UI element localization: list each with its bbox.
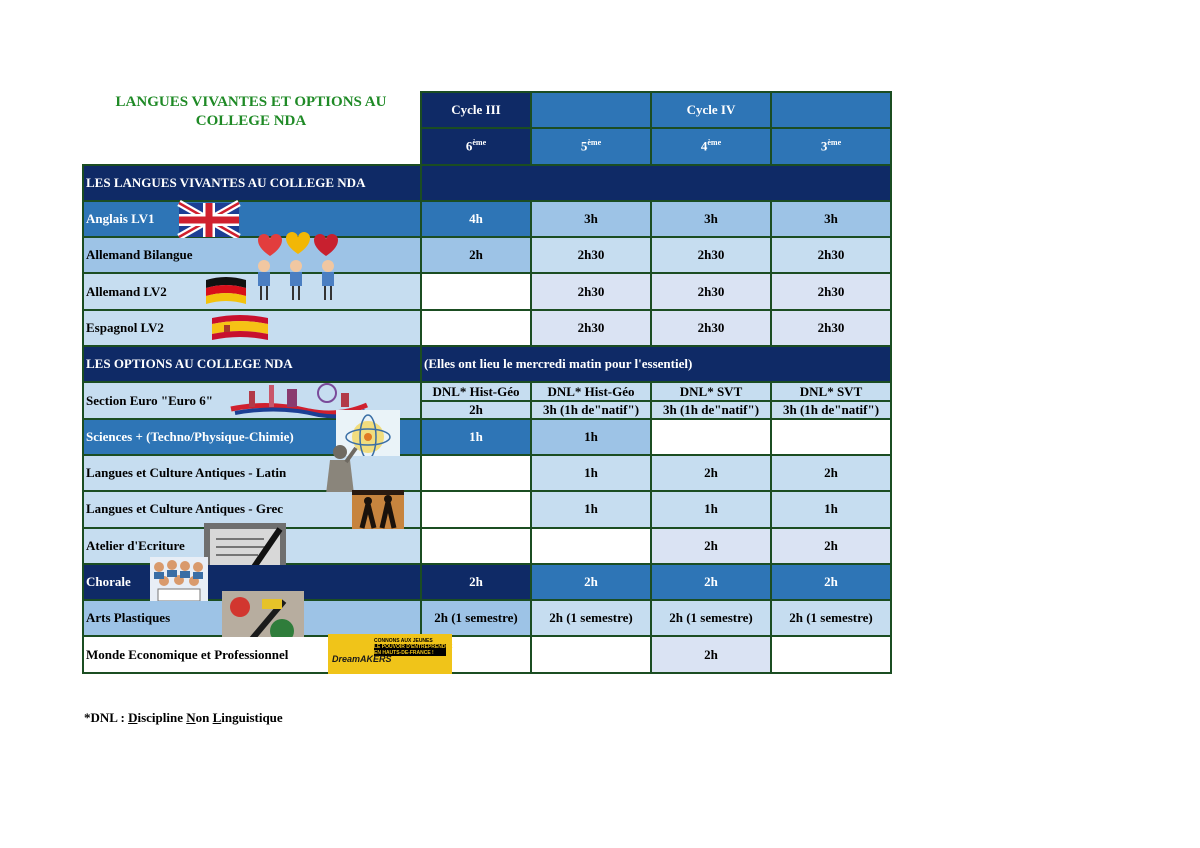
row-espagnol (83, 310, 891, 346)
cycle-iii-continuation (531, 92, 651, 128)
cell: 2h (1 semestre) (651, 600, 771, 636)
cell (771, 419, 891, 455)
section-langues-fill (421, 165, 891, 201)
section-langues-title: LES LANGUES VIVANTES AU COLLEGE NDA (83, 165, 421, 201)
cell: 1h (531, 455, 651, 491)
uk-flag-icon (179, 203, 239, 237)
grade-5-header: 5ème (531, 128, 651, 164)
cell (421, 310, 531, 346)
choir-singers-icon (150, 557, 208, 605)
cell: 3h (771, 201, 891, 237)
row-label: Monde Economique et Professionnel CONNONS AUX JEUNES LE POUVOIR D'ENTREPRENDRE EN HAUTS-DE-FRANCE ! DreamAKERS (83, 636, 421, 672)
row-label: Langues et Culture Antiques - Grec (83, 491, 421, 527)
cell: 2h30 (531, 237, 651, 273)
cell: 3h (531, 201, 651, 237)
cell: 2h (1 semestre) (421, 600, 531, 636)
cell: 2h30 (651, 237, 771, 273)
cell (421, 528, 531, 564)
cell: 4h (421, 201, 531, 237)
options-note: (Elles ont lieu le mercredi matin pour l'essentiel) (421, 346, 891, 382)
cell: DNL* SVT 3h (1h de"natif") (651, 382, 771, 418)
cell (421, 491, 531, 527)
cell: 2h (651, 636, 771, 672)
row-label: Atelier d'Ecriture (83, 528, 421, 564)
cell: DNL* Hist-Géo 2h (421, 382, 531, 418)
row-allemand-lv2 (83, 273, 891, 309)
cell: 2h (421, 237, 531, 273)
schedule-table (82, 91, 892, 674)
row-label: Section Euro "Euro 6" (83, 382, 421, 418)
section-options-title: LES OPTIONS AU COLLEGE NDA (83, 346, 421, 382)
row-label: Espagnol LV2 (83, 310, 421, 346)
cell: 1h (531, 491, 651, 527)
cell: 2h (771, 455, 891, 491)
grade-3-header: 3ème (771, 128, 891, 164)
grade-4-header: 4ème (651, 128, 771, 164)
row-label: Chorale (83, 564, 421, 600)
header-row-cycles (83, 92, 891, 128)
row-chorale (83, 564, 891, 600)
row-arts (83, 600, 891, 636)
cell: 1h (421, 419, 531, 455)
cell: 2h30 (771, 310, 891, 346)
cell: DNL* Hist-Géo 3h (1h de"natif") (531, 382, 651, 418)
cell: 1h (531, 419, 651, 455)
cell: 2h30 (651, 310, 771, 346)
cell (531, 528, 651, 564)
cycle-iv-continuation (771, 92, 891, 128)
grade-6-header: 6ème (421, 128, 531, 164)
german-flag-icon (204, 276, 248, 306)
row-label: Anglais LV1 (83, 201, 421, 237)
title-spacer-2 (83, 128, 421, 164)
cell: 2h30 (651, 273, 771, 309)
cell (651, 419, 771, 455)
cell (421, 455, 531, 491)
cell: 2h (771, 564, 891, 600)
cell: 1h (651, 491, 771, 527)
cell (771, 636, 891, 672)
cycle-iii-header: Cycle III (421, 92, 531, 128)
cell: 2h30 (531, 273, 651, 309)
cell: 3h (651, 201, 771, 237)
cell: 2h30 (771, 237, 891, 273)
footnote: *DNL : Discipline Non Linguistique (84, 710, 283, 725)
cell: 2h (651, 564, 771, 600)
section-row-options (83, 346, 891, 382)
cell: 2h (531, 564, 651, 600)
title-spacer (83, 92, 421, 128)
row-section-euro (83, 382, 891, 418)
cell: 2h (1 semestre) (771, 600, 891, 636)
children-flags-icon (248, 232, 344, 304)
cell: 2h (1 semestre) (531, 600, 651, 636)
cell: 2h (651, 455, 771, 491)
page-title: LANGUES VIVANTES ET OPTIONS AU COLLEGE NDA (115, 94, 387, 129)
cell (531, 636, 651, 672)
row-label: Arts Plastiques (83, 600, 421, 636)
row-label: Langues et Culture Antiques - Latin (83, 455, 421, 491)
row-anglais (83, 201, 891, 237)
spanish-flag-icon (210, 314, 270, 342)
row-label: Allemand LV2 (83, 273, 421, 309)
cell (421, 273, 531, 309)
cell: 2h30 (531, 310, 651, 346)
dreamakers-logo: CONNONS AUX JEUNES LE POUVOIR D'ENTREPRENDRE EN HAUTS-DE-FRANCE ! DreamAKERS (328, 634, 452, 674)
row-label: Sciences + (Techno/Physique-Chimie) (83, 419, 421, 455)
cell: 2h30 (771, 273, 891, 309)
cycle-iv-header: Cycle IV (651, 92, 771, 128)
section-row-langues (83, 165, 891, 201)
row-allemand-bilangue (83, 237, 891, 273)
cell: DNL* SVT 3h (1h de"natif") (771, 382, 891, 418)
cell: 2h (421, 564, 531, 600)
header-row-grades (83, 128, 891, 164)
cell: 2h (651, 528, 771, 564)
cell: 2h (771, 528, 891, 564)
row-monde (83, 636, 891, 672)
cell: 1h (771, 491, 891, 527)
row-latin (83, 455, 891, 491)
row-sciences (83, 419, 891, 455)
row-label: Allemand Bilangue (83, 237, 421, 273)
